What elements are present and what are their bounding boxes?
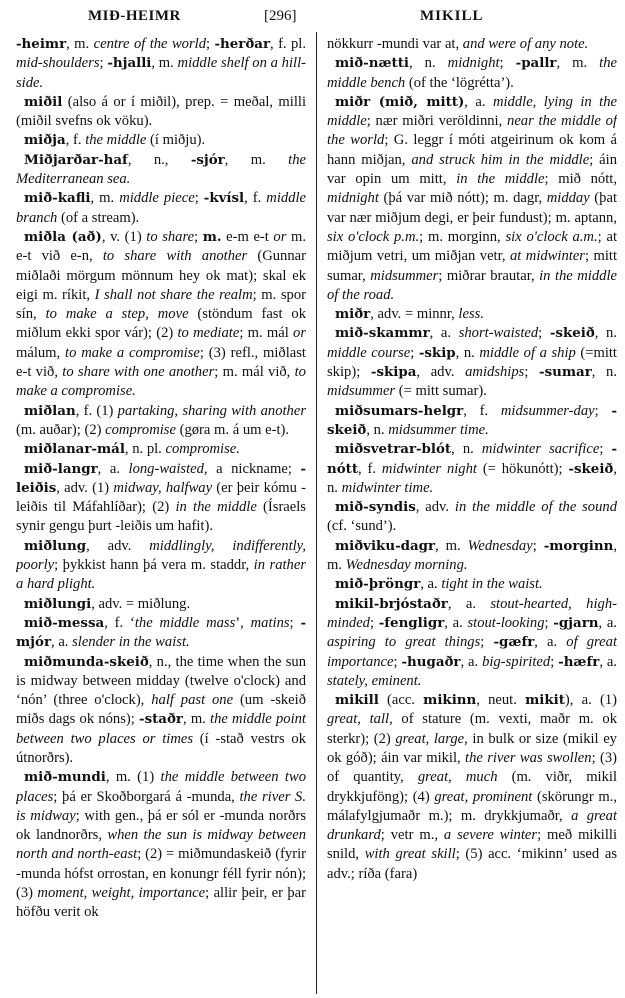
dictionary-entry bbox=[327, 35, 617, 54]
definition-italic: midsummer-day bbox=[500, 402, 595, 419]
definition-italic: stately, eminent. bbox=[327, 672, 422, 689]
headword: -skeið bbox=[327, 402, 617, 438]
headword: -mjór bbox=[16, 614, 306, 651]
entry-text: , adv. (1) bbox=[56, 479, 114, 496]
definition-italic: a severe winter bbox=[443, 827, 538, 844]
definition-italic: the middle mass bbox=[134, 614, 236, 631]
headword: -kvísl bbox=[203, 190, 245, 207]
definition-italic: middle, lying in the middle bbox=[327, 93, 617, 130]
entry-text: ; bbox=[289, 614, 301, 631]
definition-italic: near the middle of the world bbox=[327, 113, 617, 149]
entry-text: ; bbox=[410, 344, 419, 361]
definition-italic: when the sun is midway between north and north-east bbox=[16, 827, 306, 863]
headword: -skeið bbox=[549, 325, 595, 342]
entry-text: ; bbox=[499, 55, 516, 72]
dictionary-entry bbox=[16, 768, 306, 922]
definition-italic: at midwinter bbox=[509, 248, 585, 265]
entry-text: nökkurr -mundi var at, bbox=[327, 36, 463, 52]
headword: mið-skammr bbox=[335, 325, 430, 342]
entry-text: ; (3) refl., miðlast e-t við, bbox=[16, 344, 306, 381]
entry-text: ; m. spor sín, bbox=[16, 286, 306, 323]
entry-text: ; bbox=[550, 653, 559, 670]
entry-text: ; bbox=[599, 441, 612, 458]
entry-text: (of a stream). bbox=[57, 209, 140, 226]
entry-text: málum, bbox=[16, 344, 66, 361]
definition-italic: to share with another bbox=[102, 248, 248, 265]
dictionary-entry bbox=[16, 402, 306, 441]
entry-text: ; þykkist hann þá vera m. staddr, bbox=[54, 557, 254, 574]
entry-text: , n. bbox=[451, 441, 482, 458]
entry-text: ; bbox=[594, 402, 612, 419]
entry-text: ; vetr m., bbox=[380, 827, 444, 844]
entry-text: ; bbox=[206, 36, 215, 52]
definition-italic: slender in the waist. bbox=[72, 634, 190, 651]
entry-text: ; nær miðri veröldinni, bbox=[366, 113, 508, 130]
dictionary-entry bbox=[16, 93, 306, 132]
headword: -pallr bbox=[515, 55, 557, 72]
headword: -leiðis bbox=[16, 460, 306, 496]
entry-text: , n. bbox=[455, 344, 480, 361]
entry-text: , n. bbox=[366, 421, 389, 438]
dictionary-entry bbox=[16, 151, 306, 190]
entry-text: (Gunnar miðlaði mörgum mönnum hey ok mat); skal ek eigi m. ríkit, bbox=[16, 248, 306, 303]
entry-text: ; bbox=[194, 228, 203, 245]
headword: miðr (mið, mitt) bbox=[335, 93, 465, 110]
dictionary-entry bbox=[16, 440, 306, 459]
definition-italic: with great skill bbox=[364, 846, 456, 863]
entry-text: , in bulk or size (mikil ey ok góð); áin var mikil, bbox=[327, 730, 617, 766]
definition-italic: to make a compromise bbox=[65, 344, 200, 361]
headword: miðmunda-skeið bbox=[24, 653, 149, 670]
definition-italic: the middle between two places bbox=[16, 769, 306, 805]
headword: miðlungi bbox=[24, 595, 92, 612]
definition-italic: Wednesday bbox=[467, 537, 533, 554]
entry-text: , m. bbox=[182, 711, 211, 728]
definition-italic: mid-shoulders bbox=[16, 55, 100, 72]
entry-text: (í miðju). bbox=[146, 132, 206, 149]
definition-italic: midnight bbox=[447, 55, 500, 72]
definition-italic: moment, weight, importance bbox=[37, 885, 206, 902]
definition-italic: midwinter time. bbox=[341, 479, 434, 496]
entry-text: ; (5) acc. ‘mikinn’ used as adv.; ríða (fara) bbox=[327, 846, 617, 882]
dictionary-entry bbox=[16, 653, 306, 769]
definition-italic: midsummer time. bbox=[388, 421, 489, 438]
definition-italic: in the middle bbox=[175, 499, 257, 516]
entry-text: ; bbox=[544, 614, 554, 631]
definition-italic: midsummer bbox=[370, 267, 439, 284]
dictionary-entry bbox=[16, 189, 306, 228]
definition-italic: the middle bench bbox=[327, 55, 617, 91]
entry-text: , f. bbox=[65, 132, 86, 149]
headword: mið-þröngr bbox=[335, 576, 421, 593]
entry-text: , a. bbox=[97, 460, 129, 477]
entry-text: ; (2) = miðmundaskeið (fyrir -munda hófst orrostan, en konungr féll fyrir nón); (3) bbox=[16, 846, 306, 902]
dictionary-entry bbox=[327, 575, 617, 594]
entry-text: , adv. = miðlung. bbox=[91, 595, 191, 612]
definition-italic: compromise bbox=[105, 421, 176, 438]
definition-italic: midwinter night bbox=[381, 460, 477, 477]
headword: -gæfr bbox=[493, 634, 535, 651]
definition-italic: matins bbox=[250, 614, 290, 631]
definition-italic: to share with one another bbox=[62, 364, 215, 381]
entry-text: ; at miðjum vetri, um miðjan vetr, bbox=[327, 228, 617, 265]
dictionary-entry bbox=[327, 595, 617, 691]
entry-text: (gøra m. á um e-t). bbox=[175, 421, 290, 438]
entry-text: ; m. mál við, bbox=[214, 364, 295, 381]
entry-text: , n. bbox=[594, 325, 617, 342]
definition-italic: short-waisted bbox=[458, 325, 539, 342]
headword: -morginn bbox=[543, 537, 614, 554]
right-column bbox=[327, 35, 617, 995]
headword: mikinn bbox=[423, 692, 477, 709]
entry-text: , a. bbox=[464, 93, 493, 110]
headword: mikil-brjóstaðr bbox=[335, 595, 448, 612]
headword: miðr bbox=[335, 306, 371, 323]
entry-text: , m. bbox=[151, 55, 178, 72]
headword: miðja bbox=[24, 132, 66, 149]
headword: -herðar bbox=[214, 36, 271, 52]
definition-italic: half past one bbox=[151, 692, 234, 709]
headword: mikit bbox=[525, 692, 565, 709]
definition-italic: midway, halfway bbox=[113, 479, 213, 496]
entry-text: , a. bbox=[599, 653, 617, 670]
entry-text: , adv. bbox=[415, 499, 455, 516]
definition-italic: or bbox=[293, 325, 306, 342]
entry-text: , m. (1) bbox=[105, 769, 161, 786]
headword: -nótt bbox=[327, 441, 617, 477]
entry-text: , f. pl. bbox=[270, 36, 306, 52]
entry-text: , of stature (m. vexti, maðr m. ok sterkr); (2) bbox=[327, 711, 617, 747]
entry-text: (m. auðar); (2) bbox=[16, 421, 106, 438]
entry-text: e-m e-t bbox=[221, 228, 274, 245]
entry-text: , f. bbox=[463, 402, 501, 419]
entry-text: ; with gen., þá er sól er -munda norðrs ok landnorðrs, bbox=[16, 807, 306, 844]
definition-italic: midwinter sacrifice bbox=[481, 441, 600, 458]
headword: -skipa bbox=[370, 364, 417, 381]
entry-text: , a. bbox=[51, 634, 73, 651]
entry-text: , m. bbox=[90, 190, 120, 207]
headword: -gjarn bbox=[553, 614, 599, 631]
entry-text: , a. bbox=[460, 653, 483, 670]
entry-text: ; G. leggr í móti atgeirinum ok kom á hann miðjan, bbox=[327, 132, 617, 168]
entry-text: , f. bbox=[358, 460, 382, 477]
definition-italic: big-spirited bbox=[482, 653, 551, 670]
headword: miðil bbox=[24, 93, 63, 110]
definition-italic: and struck him in the middle bbox=[411, 151, 590, 168]
entry-text: , a. bbox=[534, 634, 567, 651]
definition-italic: middle piece bbox=[119, 190, 195, 207]
headword: mið-langr bbox=[24, 460, 98, 477]
definition-italic: compromise. bbox=[165, 441, 240, 458]
entry-text: , f. ‘ bbox=[104, 614, 135, 631]
dictionary-entry bbox=[327, 440, 617, 498]
headword: Miðjarðar-haf bbox=[24, 151, 128, 168]
entry-text: , bbox=[145, 306, 158, 323]
entry-text: , m. bbox=[66, 36, 94, 52]
entry-text: ; m. morginn, bbox=[419, 228, 506, 245]
definition-italic: in the middle of the road. bbox=[327, 267, 617, 303]
headword: mið-mundi bbox=[24, 769, 106, 786]
entry-text: , n. bbox=[327, 460, 617, 496]
headword: miðsvetrar-blót bbox=[335, 441, 452, 458]
entry-text: , m. bbox=[435, 537, 468, 554]
definition-italic: to mediate bbox=[177, 325, 240, 342]
definition-italic: tight in the waist. bbox=[441, 576, 543, 593]
headword: miðlanar-mál bbox=[24, 441, 125, 458]
entry-text: m. e-t við e-n, bbox=[16, 228, 306, 265]
definition-italic: six o'clock p.m. bbox=[327, 228, 420, 245]
definition-italic: partaking, sharing with another bbox=[117, 402, 306, 419]
definition-italic: midday bbox=[546, 190, 590, 207]
headword: mið-nætti bbox=[335, 55, 409, 72]
definition-italic: Wednesday morning. bbox=[345, 557, 468, 574]
definition-italic: great, large bbox=[395, 730, 465, 747]
entry-text: ; bbox=[532, 537, 544, 554]
entry-text: , a. bbox=[598, 614, 617, 631]
entry-text: , neut. bbox=[476, 692, 526, 709]
column-divider bbox=[316, 32, 317, 994]
entry-text: , a. bbox=[429, 325, 459, 342]
definition-italic: and were of any note. bbox=[462, 36, 589, 52]
dictionary-entry bbox=[16, 537, 306, 595]
headword: miðsumars-helgr bbox=[335, 402, 464, 419]
definition-italic: middle shelf on a hill-side. bbox=[16, 55, 306, 91]
entry-text: , a nickname; bbox=[203, 460, 301, 477]
headword: mið-syndis bbox=[335, 499, 416, 516]
definition-italic: in the middle bbox=[456, 171, 545, 188]
entry-text: ; miðrar brautar, bbox=[438, 267, 540, 284]
dictionary-entry bbox=[16, 460, 306, 537]
definition-italic: I shall not share the realm bbox=[94, 286, 253, 303]
headword: -hæfr bbox=[558, 653, 600, 670]
entry-text: ; allir þeir, er þar höfðu verit ok bbox=[16, 885, 306, 921]
entry-text: , n., bbox=[127, 151, 191, 168]
entry-text: (er þeir kómu -leiðis til Máfahlíðar); (2) bbox=[16, 479, 306, 516]
dictionary-entry bbox=[327, 498, 617, 537]
definition-italic: of great importance bbox=[327, 634, 617, 670]
definition-italic: a great drunkard bbox=[327, 807, 617, 844]
dictionary-entry bbox=[327, 402, 617, 441]
dictionary-entry bbox=[16, 228, 306, 402]
dictionary-entry bbox=[327, 93, 617, 305]
entry-text: , adv. bbox=[416, 364, 466, 381]
dictionary-entry bbox=[327, 537, 617, 576]
entry-text: ; bbox=[369, 614, 379, 631]
definition-italic: midnight bbox=[327, 190, 379, 207]
headword: miðla (að) bbox=[24, 228, 102, 245]
entry-text: ; mitt sumar, bbox=[327, 248, 617, 284]
entry-text: , m. bbox=[556, 55, 600, 72]
headword: -fengligr bbox=[378, 614, 445, 631]
headword: -hugaðr bbox=[401, 653, 461, 670]
dictionary-entry bbox=[16, 35, 306, 93]
entry-text: (= hökunótt); bbox=[476, 460, 569, 477]
definition-italic: the Mediterranean sea. bbox=[16, 151, 306, 188]
dictionary-entry bbox=[327, 54, 617, 93]
definition-italic: to make a step bbox=[45, 306, 146, 323]
entry-text: ; (3) of quantity, bbox=[327, 749, 617, 786]
entry-text: (um -skeið miðs dags ok nóns); bbox=[16, 692, 306, 728]
definition-italic: great, prominent bbox=[434, 788, 533, 805]
dictionary-entry bbox=[16, 595, 306, 614]
entry-text: ; bbox=[538, 325, 550, 342]
entry-text: ; áin var opin um mitt, bbox=[327, 151, 617, 188]
headword: -sumar bbox=[539, 364, 592, 381]
entry-text: ), a. (1) bbox=[564, 692, 617, 709]
headword: miðviku-dagr bbox=[335, 537, 436, 554]
left-column bbox=[16, 35, 306, 995]
definition-italic: less. bbox=[458, 306, 484, 323]
entry-text: , a. bbox=[420, 576, 442, 593]
headword: -skip bbox=[418, 344, 456, 361]
headword: m. bbox=[202, 228, 222, 245]
entry-text: , n., the time when the sun is midway between midday (twelve o'clock) and ‘nón’ (three o'clock), bbox=[16, 653, 306, 709]
definition-italic: or bbox=[273, 228, 287, 245]
dictionary-entry bbox=[327, 324, 617, 401]
entry-text: ; þá er Skoðborgará á -munda, bbox=[53, 788, 240, 805]
entry-text: (Ísraels synir gengu þurt -leiðis um hafit). bbox=[16, 499, 306, 535]
definition-italic: middle course bbox=[327, 344, 411, 361]
entry-text: ; bbox=[524, 364, 540, 381]
definition-italic: centre of the world bbox=[93, 36, 207, 52]
entry-text: ; bbox=[99, 55, 108, 72]
entry-text: , n. pl. bbox=[124, 441, 166, 458]
definition-italic: aspiring to great things bbox=[327, 634, 481, 651]
headword: -sjór bbox=[190, 151, 225, 168]
definition-italic: stout-hearted, high-minded bbox=[327, 595, 617, 631]
entry-text: , a. bbox=[444, 614, 468, 631]
entry-text: ; bbox=[393, 653, 402, 670]
definition-italic: middlingly, indifferently, poorly bbox=[16, 537, 306, 574]
entry-text: ; m. mál bbox=[239, 325, 294, 342]
entry-text: ; með mikilli snild, bbox=[327, 827, 617, 863]
headword: mið-kafli bbox=[24, 190, 91, 207]
definition-italic: amidships bbox=[465, 364, 525, 381]
entry-text: , n. bbox=[409, 55, 448, 72]
definition-italic: the middle bbox=[85, 132, 147, 149]
definition-italic: to make a compromise. bbox=[16, 364, 306, 400]
dictionary-entry bbox=[16, 131, 306, 150]
entry-text: (stöndum fast ok miðlum ekki spor vár); (2) bbox=[16, 306, 306, 342]
headword: miðlan bbox=[24, 402, 76, 419]
definition-italic: in the middle of the sound bbox=[454, 499, 617, 516]
definition-italic: to share bbox=[146, 228, 195, 245]
headword: miðlung bbox=[24, 537, 87, 554]
definition-italic: stout-looking bbox=[467, 614, 545, 631]
entry-text: (also á or í miðil), prep. = meðal, milli (miðil svefns ok vöku). bbox=[16, 93, 306, 130]
entry-text: ; bbox=[194, 190, 204, 207]
entry-text: , f. (1) bbox=[75, 402, 118, 419]
dictionary-entry bbox=[327, 691, 617, 884]
headword: mið-messa bbox=[24, 614, 105, 631]
definition-italic: midsummer bbox=[327, 383, 396, 400]
dictionary-entry bbox=[327, 305, 617, 324]
entry-text: (=mitt skip); bbox=[327, 344, 617, 381]
entry-text: , m. bbox=[327, 537, 617, 574]
entry-text: , m. bbox=[224, 151, 289, 168]
entry-text: (cf. ‘sund’). bbox=[327, 518, 397, 535]
left-running-head: MIÐ-HEIMR bbox=[88, 8, 181, 24]
entry-text: (= mitt sumar). bbox=[395, 383, 487, 400]
headword: -skeið bbox=[568, 460, 614, 477]
headword: -staðr bbox=[139, 711, 183, 728]
entry-text: (of the ‘lögrétta’). bbox=[405, 74, 514, 91]
definition-italic: great, much bbox=[417, 769, 498, 786]
right-running-head: MIKILL bbox=[420, 8, 484, 24]
dictionary-entry bbox=[16, 614, 306, 653]
headword: -heimr bbox=[16, 36, 67, 52]
definition-italic: middle of a ship bbox=[479, 344, 576, 361]
entry-text: (þat var nær miðjum degi, er þeir fundust); m. aptann, bbox=[327, 190, 617, 226]
entry-text: , f. bbox=[244, 190, 267, 207]
entry-text: , v. (1) bbox=[101, 228, 147, 245]
page-header bbox=[0, 0, 625, 30]
entry-text: (m. viðr, mikil drykkjuföng); (4) bbox=[327, 769, 617, 805]
page-number: [296] bbox=[264, 8, 297, 24]
entry-text: , n. bbox=[591, 364, 617, 381]
definition-italic: move bbox=[157, 306, 189, 323]
entry-text: ; mið nótt, bbox=[544, 171, 617, 188]
definition-italic: middle branch bbox=[16, 190, 306, 226]
entry-text: (þá var mið nótt); m. dagr, bbox=[378, 190, 547, 207]
entry-text: (acc. bbox=[378, 692, 424, 709]
entry-text: , adv. = minnr, bbox=[370, 306, 459, 323]
definition-italic: the river S. is midway bbox=[16, 788, 306, 824]
definition-italic: six o'clock a.m. bbox=[505, 228, 598, 245]
definition-italic: long-waisted bbox=[128, 460, 204, 477]
entry-text: , adv. bbox=[86, 537, 150, 554]
headword: mikill bbox=[335, 692, 379, 709]
definition-italic: great, tall bbox=[327, 711, 390, 728]
entry-text: (skörungr m., málafylgjumaðr m.); m. drykkjumaðr, bbox=[327, 788, 617, 824]
definition-italic: in rather a hard plight. bbox=[16, 557, 306, 593]
definition-italic: the river was swollen bbox=[465, 749, 592, 766]
entry-text: ’, bbox=[235, 614, 251, 631]
entry-text: ; bbox=[480, 634, 494, 651]
entry-text: (í -stað vestrs ok útnorðrs). bbox=[16, 730, 306, 766]
headword: -hjalli bbox=[107, 55, 152, 72]
definition-italic: the middle point between two places or times bbox=[16, 711, 306, 747]
entry-text: , a. bbox=[447, 595, 491, 612]
